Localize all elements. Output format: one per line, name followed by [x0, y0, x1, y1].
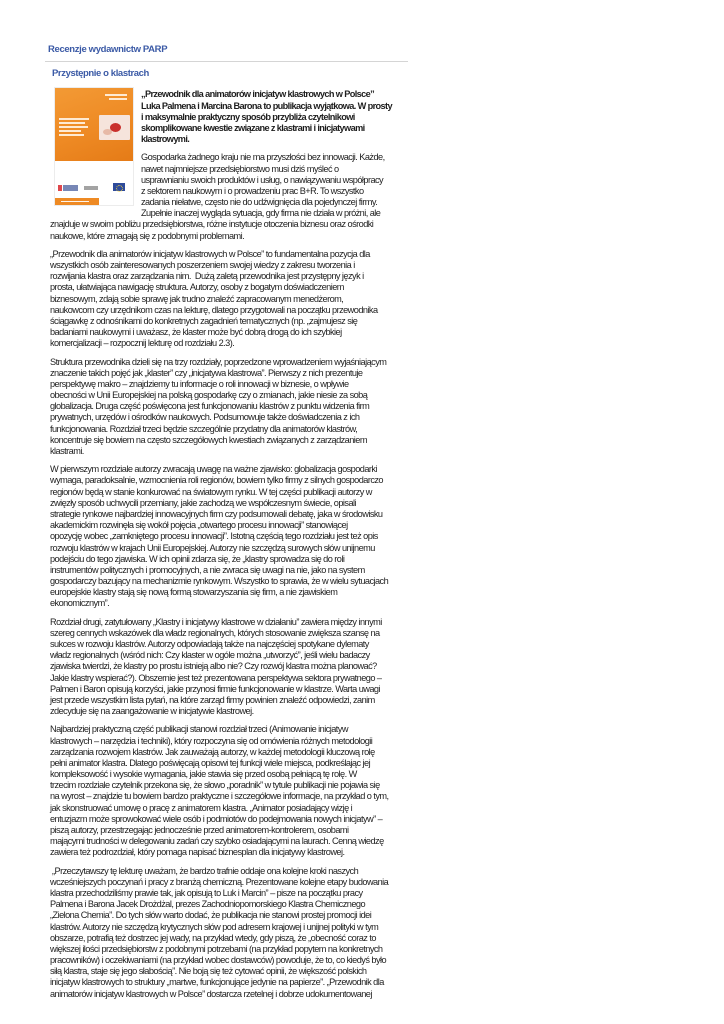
text-line: rozwijania klastra oraz zarządzania nim. Dużą zaletą przewodnika jest przystępny język i: [50, 271, 364, 282]
text-line: strategie rynkowe najbardziej innowacyjnych firm czy podsumowali debatę, jaka w środowisku: [50, 508, 383, 519]
text-line: prosta, ułatwiająca nawigację struktura. Autorzy, osoby z bogatym doświadczeniem: [50, 282, 344, 293]
text-line: badaniami naukowymi i uważasz, że klaster może być dobrą drogą do ich szybkiej: [50, 327, 342, 338]
text-line: jak skonstruować umowę o pracę z animatorem klastra. „Animator posiadający wizję i: [50, 802, 353, 813]
text-line: wcześniejszych poczynań i pracy z branżą chemiczną. Prezentowane kolejne etapy budowania: [50, 876, 389, 887]
text-line: pełni animator klastra. Dlatego poświęcają opisowi tej funkcji wiele miejsca, podkreślając jej: [50, 757, 371, 768]
text-line: trzecim rozdziale czytelnik przekona się, że słowo „poradnik” w tytule publikacji nie pojawia się: [50, 780, 380, 791]
text-line: zdecyduje się na zaangażowanie w inicjatywie klastrowej.: [50, 706, 254, 717]
text-line: klastra przechodziliśmy prawie tak, jak opisują to Luk i Marcin” – pisze na początku pracy: [50, 887, 363, 898]
text-line: na wyrost – znajdzie tu bowiem bardzo praktyczne i szczegółowe informacje, na przykład o tym,: [50, 791, 389, 802]
text-line: „Przewodnik dla animatorów inicjatyw klastrowych w Polsce”: [141, 89, 375, 100]
paragraph-3: [50, 357, 392, 458]
text-line: entuzjazm może sprowokować wiele osób i podmiotów do podejmowania nowych inicjatyw” –: [50, 813, 383, 824]
text-line: sukces w rozwoju klastrów. Autorzy odpowiadają także na najczęściej spotykane dylematy: [50, 639, 369, 650]
text-line: zawiera też podrozdział, który pomaga napisać biznesplan dla inicjatywy klastrowej.: [50, 847, 345, 858]
text-line: Zupełnie inaczej wygląda sytuacja, gdy firma nie działa w próżni, ale: [141, 208, 381, 219]
paragraph-4: [50, 464, 392, 609]
text-line: naukowe, które zmagają się z podobnymi problemami.: [50, 230, 245, 241]
text-line: zwięzły sposób uchwycili przemiany, jakie zachodzą we współczesnym świecie, opisali: [50, 497, 356, 508]
paragraph-2: [50, 249, 392, 350]
text-line: perspektywę makro – znajdziemy tu informacje o roli innowacji w biznesie, o wpływie: [50, 378, 349, 389]
text-line: wszystkich osób zainteresowanych poszerzeniem swojej wiedzy z zakresu tworzenia i: [50, 260, 355, 271]
text-line: akademickim rozwinęła się wokół pojęcia „otwartego procesu innowacji” stanowiącej: [50, 520, 348, 531]
text-line: W pierwszym rozdziale autorzy zwracają uwagę na ważne zjawisko: globalizacja gospodarki: [50, 464, 377, 475]
text-line: klastrami.: [50, 446, 84, 457]
text-line: znaczenie takich pojęć jak „klaster” czy „inicjatywa klastrowa”. Pierwszy z nich prezentuje: [50, 367, 363, 378]
text-line: opozycję wobec „zamkniętego procesu innowacji”. Istotną częścią tego rozdziału jest też opis: [50, 531, 378, 542]
text-line: skomplikowane kwestie związane z klastrami i inicjatywami: [141, 122, 365, 133]
text-line: klastrowych – narzędzia i techniki), który rozpoczyna się od omówienia różnych metodologii: [50, 735, 373, 746]
text-line: prywatnych, urzędów i ośrodków naukowych. Podsumowuje także doświadczenia z ich: [50, 412, 360, 423]
article-lead: [50, 89, 392, 145]
article-body: [50, 89, 392, 1006]
text-line: „Przeczytawszy tę lekturę uważam, że bardzo trafnie oddaje ona kolejne kroki naszych: [50, 865, 359, 876]
text-line: pracowników) i oczekiwaniami (na przykład wobec dostawców) powoduje, że to, co kiedyś było: [50, 955, 387, 966]
text-line: zadania niełatwe, często nie do udźwignięcia dla pojedynczej firmy.: [141, 197, 378, 208]
text-line: naukowcom czy urzędnikom czas na lekturę, dlatego przygotowali na początku przewodnika: [50, 304, 378, 315]
text-line: ściągawkę z odnośnikami do konkretnych zagadnień tematycznych (np. „zajmujesz się: [50, 315, 358, 326]
text-line: Rozdział drugi, zatytułowany „Klastry i inicjatywy klastrowe w działaniu” zawiera między innymi: [50, 616, 382, 627]
text-line: inicjatyw klastrowych to struktury „martwe, funkcjonujące jedynie na papierze”. „Przewodnik dla: [50, 977, 384, 988]
text-line: siłą klastra, staje się jego słabością”. Nie boją się też cytować opinii, że większość polskich: [50, 966, 367, 977]
text-line: z sektorem naukowym i o prowadzeniu prac B+R. To wszystko: [141, 185, 364, 196]
text-line: większej ilości przedsiębiorstw z podobnymi potrzebami (na przykład popytem na konkretnych: [50, 943, 383, 954]
text-line: klastrowymi.: [141, 134, 190, 145]
text-line: globalizacja. Druga część poświęcona jest funkcjonowaniu klastrów z punktu widzenia firm: [50, 401, 370, 412]
paragraph-5: [50, 617, 392, 718]
text-line: i maksymalnie praktyczny sposób przybliża czytelnikowi: [141, 111, 355, 122]
text-line: „Zielona Chemia”. Do tych słów warto dodać, że publikacja nie stanowi prostej promocji idei: [50, 910, 372, 921]
text-line: Palmen i Baron opisują korzyści, jakie przynosi firmie funkcjonowanie w klastrze. Warta uwagi: [50, 683, 380, 694]
text-line: gospodarczy bazujący na mechanizmie rynkowym. Wszystko to sprawia, że w wielu sytuacjach: [50, 576, 389, 587]
text-line: zarządzania rozwojem klastrów. Jak zauważają autorzy, w każdej metodologii kluczową rolę: [50, 746, 375, 757]
text-line: ekonomicznym”.: [50, 598, 110, 609]
text-line: instrumentów politycznych i promocyjnych, a nie zwraca się uwagi na nie, jako na system: [50, 564, 365, 575]
text-line: usprawnianiu swoich produktów i usług, o nawiązywaniu współpracy: [141, 174, 384, 185]
text-line: piszą autorzy, przestrzegając jednocześnie przed animatorem-kontrolerem, osobami: [50, 825, 349, 836]
text-line: Jakie klastry wspierać?). Obszernie jest też prezentowana perspektywa sektora prywatnego –: [50, 672, 382, 683]
text-line: zjawiska twierdzi, że klastry po prostu istnieją albo nie? Czy rozwój klastra można planować?: [50, 661, 377, 672]
text-line: Struktura przewodnika dzieli się na trzy rozdziały, poprzedzone wprowadzeniem wyjaśniającym: [50, 356, 387, 367]
text-line: znajduje w swoim pobliżu przedsiębiorstwa, różne instytucje otoczenia biznesu oraz ośrodki: [50, 219, 374, 230]
paragraph-7: [50, 866, 392, 1000]
text-line: szereg cennych wskazówek dla władz regionalnych, których stosowanie zwiększa szansę na: [50, 627, 380, 638]
text-line: klastrów. Autorzy nie szczędzą krytycznych słów pod adresem krajowej i unijnej polityki w tym: [50, 921, 379, 932]
text-line: jest przede wszystkim lista pytań, na które zarząd firmy powinien znaleźć odpowiedzi, zanim: [50, 694, 375, 705]
text-line: biznesowym, zdają sobie sprawę jak trudno znaleźć zapracowanym menedżerom,: [50, 293, 344, 304]
text-line: nawet najmniejsze przedsiębiorstwo musi dziś myśleć o: [141, 163, 339, 174]
article-title: Przystępnie o klastrach: [52, 68, 149, 79]
text-line: Palmena i Barona Jacek Drożdżal, prezes Zachodniopomorskiego Klastra Chemicznego: [50, 899, 366, 910]
text-line: Najbardziej praktyczną część publikacji stanowi rozdział trzeci (Animowanie inicjatyw: [50, 724, 348, 735]
text-line: europejskie klastry stają się nową formą stowarzyszania się firm, a nie zjawiskiem: [50, 587, 338, 598]
text-line: Gospodarka żadnego kraju nie ma przyszłości bez innowacji. Każde,: [141, 152, 385, 163]
text-line: władz regionalnych (wśród nich: Czy klaster w ogóle można „utworzyć”, jeśli wielu badaczy: [50, 650, 370, 661]
text-line: Luka Palmena i Marcina Barona to publikacja wyjątkowa. W prosty: [141, 100, 392, 111]
text-line: mającymi trudności w delegowaniu zadań czy szybko osiadającymi na laurach. Cenną wiedzę: [50, 836, 384, 847]
text-line: obszarze, potrafią też dostrzec jej wady, na przykład wtedy, gdy piszą, że „obecność coraz to: [50, 932, 376, 943]
header-divider: [45, 61, 408, 62]
text-line: koncentruje się bowiem na często szczegółowych kwestiach związanych z zarządzaniem: [50, 434, 367, 445]
text-line: komercjalizacji – rozpocznij lekturę od rozdziału 2.3).: [50, 338, 235, 349]
text-line: „Przewodnik dla animatorów inicjatyw klastrowych w Polsce” to fundamentalna pozycja dla: [50, 248, 370, 259]
text-line: wymaga, paradoksalnie, wzmocnienia roli regionów, bowiem tylko firmy z silnych gospodarczo: [50, 475, 383, 486]
text-line: rozwoju klastrów w krajach Unii Europejskiej. Autorzy nie szczędzą surowych słów unijnemu: [50, 542, 375, 553]
text-line: animatorów inicjatyw klastrowych w Polsce” dostarcza rzetelnej i dobrze udokumentowanej: [50, 988, 372, 999]
text-line: obecności w Unii Europejskiej na polską gospodarkę czy o zmianach, jakie niesie za sobą: [50, 390, 368, 401]
text-line: regionów będą w stanie konkurować na światowym rynku. W tej części publikacji autorzy w: [50, 486, 372, 497]
paragraph-6: [50, 724, 392, 858]
text-line: funkcjonowania. Rozdział trzeci będzie szczególnie przydatny dla animatorów klastrów,: [50, 423, 358, 434]
paragraph-1: [50, 152, 392, 242]
text-line: podejściu do tego zjawiska. W ich opinii zdarza się, że „klastry sprowadza się do roli: [50, 553, 345, 564]
text-line: kompleksowość i wysokie wymagania, jakie stawia się przed osobą pełniącą tę rolę. W: [50, 769, 357, 780]
section-title: Recenzje wydawnictw PARP: [48, 44, 168, 55]
